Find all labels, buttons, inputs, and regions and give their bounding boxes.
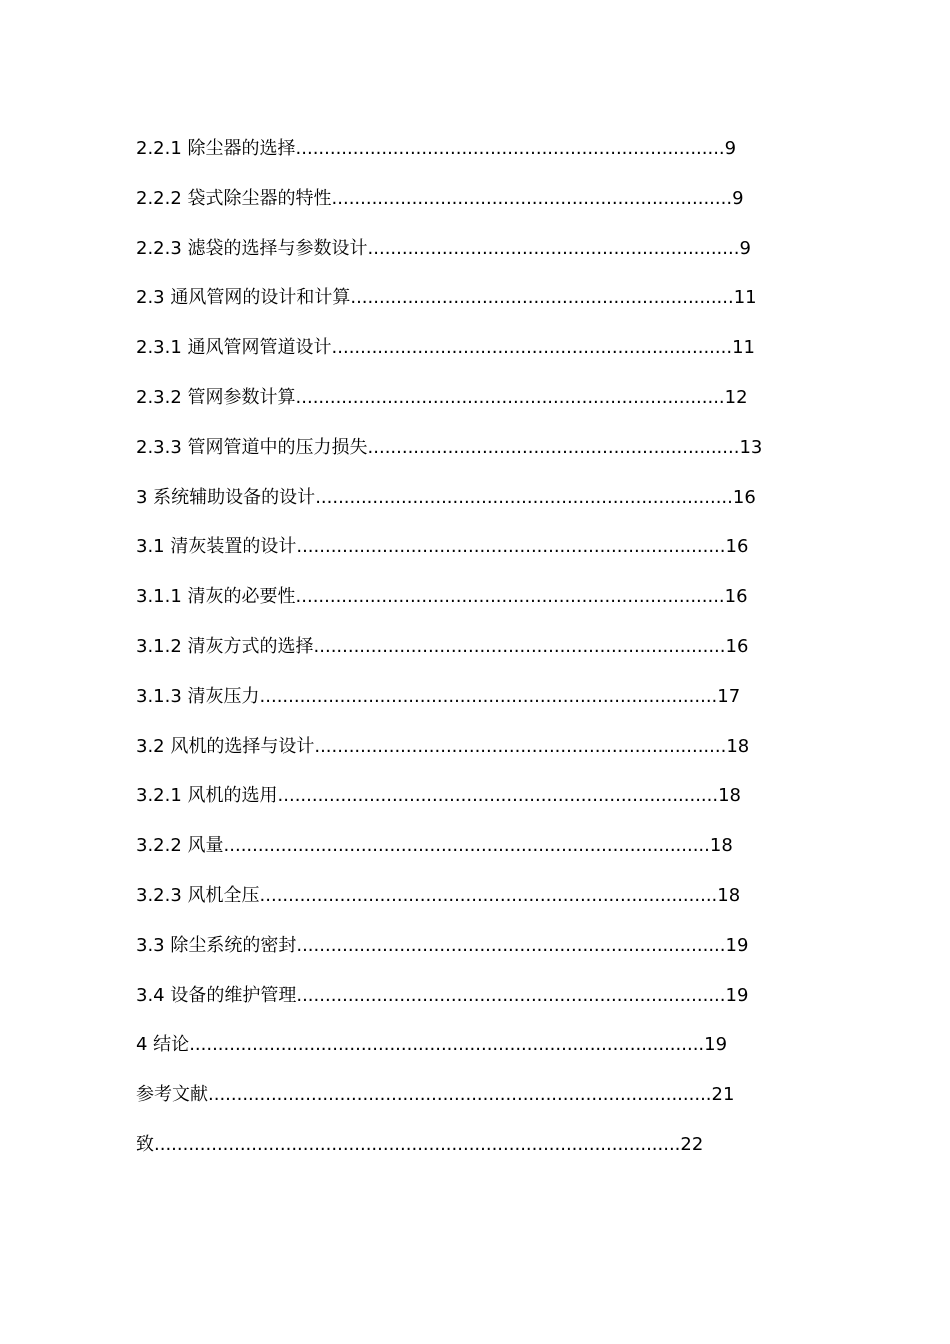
toc-entry-page: 18 xyxy=(726,735,750,757)
toc-entry[interactable] xyxy=(136,933,776,983)
toc-entry[interactable] xyxy=(136,534,776,584)
toc-dot-leader: ............................................................................. xyxy=(277,785,719,807)
toc-dot-leader: ........................................................................ xyxy=(314,735,727,757)
toc-entry[interactable] xyxy=(136,435,776,485)
toc-entry-page: 19 xyxy=(704,1034,728,1056)
toc-entry-label: 3.4 设备的维护管理 xyxy=(136,984,297,1006)
toc-entry-page: 12 xyxy=(724,386,748,408)
toc-entry-page: 16 xyxy=(725,635,749,657)
toc-entry-label: 3.1.1 清灰的必要性 xyxy=(136,586,296,608)
toc-entry-page: 18 xyxy=(718,785,742,807)
toc-dot-leader: ...................................................................... xyxy=(331,187,733,209)
toc-entry-page: 22 xyxy=(680,1133,704,1155)
toc-entry-label: 2.3.2 管网参数计算 xyxy=(136,386,296,408)
toc-entry-page: 18 xyxy=(709,835,733,857)
toc-dot-leader: ...................................................................... xyxy=(331,337,733,359)
toc-entry[interactable] xyxy=(136,236,776,286)
toc-entry-label: 2.3.3 管网管道中的压力损失 xyxy=(136,436,368,458)
toc-entry-page: 11 xyxy=(733,287,757,309)
toc-dot-leader: ................................................................. xyxy=(367,436,740,458)
toc-entry[interactable] xyxy=(136,1082,776,1132)
toc-entry-label: 3.1.3 清灰压力 xyxy=(136,685,260,707)
toc-entry[interactable] xyxy=(136,136,776,186)
toc-entry-label: 3.2.2 风量 xyxy=(136,835,224,857)
toc-entry-page: 21 xyxy=(711,1084,735,1106)
toc-entry-label: 2.2.1 除尘器的选择 xyxy=(136,138,296,159)
toc-dot-leader: ........................................................................... xyxy=(296,984,726,1006)
toc-entry-page: 19 xyxy=(725,984,749,1006)
toc-dot-leader: ..................................................................................... xyxy=(223,835,710,857)
toc-dot-leader: ................................................................... xyxy=(350,287,734,309)
toc-entry-label: 3.3 除尘系统的密封 xyxy=(136,934,297,956)
toc-entry-label: 2.3.1 通风管网管道设计 xyxy=(136,337,332,359)
toc-entry-label: 参考文献 xyxy=(136,1084,208,1106)
toc-entry[interactable] xyxy=(136,1032,776,1082)
toc-entry-label: 3.2.3 风机全压 xyxy=(136,884,260,906)
toc-dot-leader: ........................................................................... xyxy=(295,586,725,608)
toc-entry-page: 9 xyxy=(739,237,751,259)
toc-entry-page: 19 xyxy=(725,934,749,956)
toc-dot-leader: ......................................................................... xyxy=(315,486,733,508)
toc-dot-leader: ............................................................................................ xyxy=(154,1133,681,1155)
table-of-contents xyxy=(136,136,776,1182)
toc-entry-label: 3.2 风机的选择与设计 xyxy=(136,735,315,757)
toc-dot-leader: ........................................................................... xyxy=(296,536,726,558)
toc-entry[interactable] xyxy=(136,385,776,435)
toc-entry-label: 2.3 通风管网的设计和计算 xyxy=(136,287,351,309)
toc-entry[interactable] xyxy=(136,783,776,833)
toc-entry-page: 17 xyxy=(717,685,741,707)
toc-entry-label: 2.2.2 袋式除尘器的特性 xyxy=(136,187,332,209)
toc-entry-label: 2.2.3 滤袋的选择与参数设计 xyxy=(136,237,368,259)
toc-dot-leader: ........................................................................... xyxy=(295,386,725,408)
toc-dot-leader: ........................................................................... xyxy=(295,138,725,159)
toc-entry-page: 16 xyxy=(725,536,749,558)
toc-dot-leader: ........................................................................................ xyxy=(208,1084,712,1106)
toc-entry[interactable] xyxy=(136,335,776,385)
toc-entry[interactable] xyxy=(136,734,776,784)
toc-entry-page: 9 xyxy=(732,187,744,209)
toc-entry-page: 16 xyxy=(732,486,756,508)
toc-entry[interactable] xyxy=(136,584,776,634)
toc-dot-leader: .......................................................................................... xyxy=(189,1034,705,1056)
toc-dot-leader: ................................................................................ xyxy=(259,884,718,906)
toc-entry-page: 9 xyxy=(724,138,737,159)
toc-entry[interactable] xyxy=(136,684,776,734)
toc-entry-label: 3.1 清灰装置的设计 xyxy=(136,536,297,558)
toc-entry[interactable] xyxy=(136,1132,776,1182)
toc-entry[interactable] xyxy=(136,983,776,1033)
toc-dot-leader: ................................................................. xyxy=(367,237,740,259)
toc-entry-label: 致 xyxy=(136,1133,154,1155)
toc-entry-page: 16 xyxy=(724,586,748,608)
toc-entry[interactable] xyxy=(136,833,776,883)
toc-entry-page: 18 xyxy=(717,884,741,906)
toc-entry-label: 3.1.2 清灰方式的选择 xyxy=(136,635,314,657)
toc-entry[interactable] xyxy=(136,285,776,335)
toc-entry-page: 11 xyxy=(732,337,755,359)
toc-entry-page: 13 xyxy=(739,436,763,458)
toc-entry[interactable] xyxy=(136,485,776,535)
toc-entry-label: 4 结论 xyxy=(136,1034,190,1056)
toc-dot-leader: ................................................................................ xyxy=(259,685,718,707)
toc-entry[interactable] xyxy=(136,186,776,236)
toc-dot-leader: ........................................................................... xyxy=(296,934,726,956)
toc-entry[interactable] xyxy=(136,634,776,684)
toc-entry-label: 3.2.1 风机的选用 xyxy=(136,785,278,807)
toc-entry-label: 3 系统辅助设备的设计 xyxy=(136,486,316,508)
toc-entry[interactable] xyxy=(136,883,776,933)
toc-dot-leader: ........................................................................ xyxy=(313,635,726,657)
